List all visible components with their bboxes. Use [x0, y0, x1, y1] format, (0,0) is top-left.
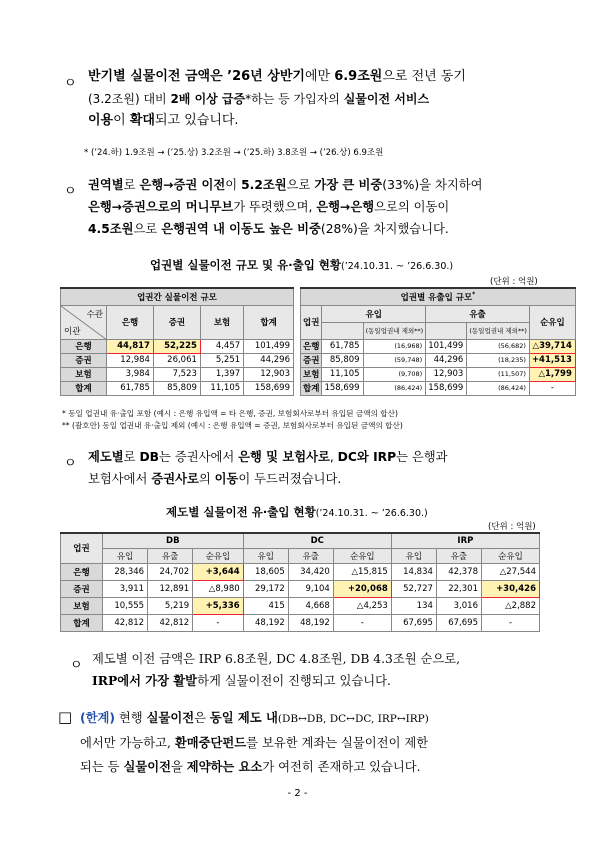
cell: 1,397 — [200, 367, 243, 381]
cell: 52,727 — [391, 580, 436, 597]
table-row — [61, 597, 540, 614]
p5-text: 동일 제도 내 — [209, 710, 278, 725]
p2-text: 가 뚜렷했으며, — [233, 200, 317, 214]
table1-title — [150, 257, 453, 273]
cell: +3,644 — [193, 563, 243, 580]
p3-text: 은행 및 보험사로 — [238, 450, 330, 464]
cell: 67,695 — [436, 614, 481, 631]
p2-text: 은행→증권으로의 머니무브 — [88, 200, 234, 214]
cell: 61,785 — [322, 339, 363, 353]
table-row-total — [301, 381, 576, 395]
p5-text: 되는 등 — [80, 760, 124, 774]
p3-text: 는 증권사에서 — [159, 450, 239, 464]
cell: △1,799 — [529, 367, 575, 381]
row-header: 합계 — [61, 381, 107, 395]
cell: 28,346 — [103, 563, 148, 580]
p1-text: 이용 — [88, 113, 114, 128]
cell: - — [193, 614, 243, 631]
table-row-total — [61, 614, 540, 631]
col-sub-exclude: (동일업권내 제외**) — [363, 322, 426, 339]
paragraph-2 — [88, 174, 548, 240]
cell: (16,968) — [363, 339, 426, 353]
p1-text: 으로 전년 동기 — [382, 69, 466, 84]
p1-text: 2배 이상 급증 — [170, 92, 246, 106]
cell: 11,105 — [322, 367, 363, 381]
sub-header: 유입 — [391, 548, 436, 563]
p2-text: 으로 — [286, 178, 315, 192]
paragraph-3 — [88, 446, 548, 490]
cell: △15,815 — [333, 563, 391, 580]
cell: 10,555 — [103, 597, 148, 614]
p5-text: 가 여전히 존재하고 있습니다. — [262, 760, 421, 774]
cell: +20,068 — [333, 580, 391, 597]
table-row — [301, 367, 576, 381]
table-row — [301, 353, 576, 367]
sub-header: 유입 — [103, 548, 148, 563]
sub-header: 유출 — [288, 548, 333, 563]
cell: 101,499 — [426, 339, 467, 353]
table-row-total — [61, 381, 294, 395]
cell: 3,984 — [107, 367, 154, 381]
col-header: 은행 — [107, 305, 154, 339]
p5-text: (한계) — [80, 711, 115, 725]
cell: 5,251 — [200, 353, 243, 367]
p3-text: DC와 IRP — [337, 450, 397, 464]
p3-text: , — [329, 450, 338, 464]
cell: 22,301 — [436, 580, 481, 597]
p2-text: 로 — [123, 178, 140, 192]
p2-text: 으로의 이동이 — [374, 200, 450, 214]
cell: 29,172 — [243, 580, 288, 597]
table-row — [61, 580, 540, 597]
cell: 3,016 — [436, 597, 481, 614]
cell: 4,457 — [200, 339, 243, 353]
cell: (59,748) — [363, 353, 426, 367]
row-header: 은행 — [61, 563, 103, 580]
p4-text: IRP에서 가장 활발 — [92, 673, 198, 688]
row-header: 합계 — [301, 381, 322, 395]
cell: 158,699 — [322, 381, 363, 395]
cell: 85,809 — [322, 353, 363, 367]
cell: 11,105 — [200, 381, 243, 395]
cell: 158,699 — [426, 381, 467, 395]
p3-text: 이 두드러졌습니다. — [238, 472, 342, 486]
table-row — [301, 339, 576, 353]
table1-period: (’24.10.31. ~ ’26.6.30.) — [341, 261, 454, 272]
row-header: 은행 — [61, 339, 107, 353]
table1-left — [60, 287, 294, 396]
col-header: 보험 — [200, 305, 243, 339]
cell: +30,426 — [481, 580, 539, 597]
cell: 5,219 — [148, 597, 193, 614]
col-sub-exclude: (동일업권내 제외**) — [467, 322, 530, 339]
p3-text: 증권사로 — [151, 472, 199, 486]
page-number: - 2 - — [287, 788, 308, 799]
cell: △4,253 — [333, 597, 391, 614]
sub-header: 유출 — [148, 548, 193, 563]
header-footnote-mark: * — [472, 290, 476, 298]
p1-text: 확대 — [129, 113, 155, 128]
row-header: 합계 — [61, 614, 103, 631]
cell: 48,192 — [288, 614, 333, 631]
sub-header: 순유입 — [333, 548, 391, 563]
p5-text: 을 — [170, 760, 187, 774]
col-header-in: 유입 — [322, 305, 426, 322]
cell: - — [529, 381, 575, 395]
corner-top: 수관 — [86, 309, 103, 320]
group-header-dc: DC — [243, 533, 391, 548]
row-header: 은행 — [301, 339, 322, 353]
p5-text: (DB↔DB, DC↔DC, IRP↔IRP) — [277, 713, 429, 725]
table-row — [61, 353, 294, 367]
cell: 415 — [243, 597, 288, 614]
table2-title-text: 제도별 실물이전 유·출입 현황 — [166, 505, 316, 519]
p3-text: DB — [139, 450, 160, 464]
paragraph-1 — [88, 66, 548, 132]
row-header: 보험 — [61, 367, 107, 381]
table2-title — [166, 504, 428, 520]
col-header-net: 순유입 — [529, 305, 575, 339]
cell: 12,984 — [107, 353, 154, 367]
cell: 12,903 — [244, 367, 294, 381]
corner-cell — [61, 305, 107, 339]
p3-text: 제도별 — [88, 450, 124, 464]
p1-text: *하는 등 가입자의 — [245, 92, 344, 106]
p2-text: 권역별 — [88, 178, 124, 192]
p3-text: 보험사에서 — [88, 472, 152, 486]
p2-text: 은행→증권 이전 — [139, 178, 226, 192]
col-header-sector: 업권 — [61, 533, 103, 563]
cell: 101,499 — [244, 339, 294, 353]
p1-text: 이 — [113, 113, 130, 128]
cell: - — [481, 614, 539, 631]
group-header-irp: IRP — [391, 533, 539, 548]
p5-text: 실물이전 — [146, 710, 195, 725]
cell: △8,980 — [193, 580, 243, 597]
sub-header: 유입 — [243, 548, 288, 563]
bullet-4: ㅇ — [70, 658, 83, 673]
cell: △27,544 — [481, 563, 539, 580]
cell: 18,605 — [243, 563, 288, 580]
cell: +5,336 — [193, 597, 243, 614]
table1-right — [300, 287, 576, 396]
p4-text: 하게 실물이전이 진행되고 있습니다. — [197, 674, 391, 688]
col-sub-blank — [322, 322, 363, 339]
table2-unit: (단위 : 억원) — [488, 522, 536, 532]
cell: 14,834 — [391, 563, 436, 580]
table2 — [60, 532, 540, 632]
p5-text: 실물이전 — [123, 759, 171, 774]
cell: - — [333, 614, 391, 631]
p5-text: 은 — [194, 711, 210, 725]
cell: (9,708) — [363, 367, 426, 381]
cell: (11,507) — [467, 367, 530, 381]
table1-left-header: 업권간 실물이전 규모 — [61, 288, 294, 305]
p2-text: 4.5조원 — [88, 222, 134, 236]
p2-text: 5.2조원 — [241, 178, 287, 192]
cell: 42,812 — [148, 614, 193, 631]
cell: 61,785 — [107, 381, 154, 395]
row-header: 증권 — [61, 580, 103, 597]
p5-text: 를 보유한 계좌는 실물이전이 제한 — [246, 736, 429, 750]
p5-text: 제약하는 요소 — [186, 759, 263, 774]
cell: 4,668 — [288, 597, 333, 614]
cell: 24,702 — [148, 563, 193, 580]
table2-period: (’24.10.31. ~ ’26.6.30.) — [315, 508, 428, 519]
col-header: 증권 — [153, 305, 200, 339]
p2-text: (33%)을 차지하여 — [382, 178, 483, 192]
p5-text: 현행 — [115, 711, 147, 725]
cell: 85,809 — [153, 381, 200, 395]
p3-text: 의 — [198, 472, 215, 486]
table1-footnote-1: * 동일 업권내 유·출입 포함 (예시 : 은행 유입액 = 타 은행, 증권, 보험회사로부터 유입된 금액의 합산) — [62, 409, 398, 418]
cell: 42,378 — [436, 563, 481, 580]
table1-title-text: 업권별 실물이전 규모 및 유·출입 현황 — [150, 258, 342, 272]
cell: 34,420 — [288, 563, 333, 580]
table1-footnote-2: ** (괄호안) 동일 업권내 유·출입 제외 (예시 : 은행 유입액 = 증권, 보험회사로부터 유입된 금액의 합산) — [62, 421, 403, 430]
cell: 44,296 — [426, 353, 467, 367]
cell: (56,682) — [467, 339, 530, 353]
col-header-sector: 업권 — [301, 305, 322, 339]
cell: 48,192 — [243, 614, 288, 631]
paragraph-4 — [92, 648, 548, 692]
p5-text: 환매중단펀드 — [174, 735, 247, 750]
cell: (18,235) — [467, 353, 530, 367]
p2-text: 은행→은행 — [316, 200, 375, 214]
sub-header: 순유입 — [481, 548, 539, 563]
cell: △2,882 — [481, 597, 539, 614]
table-row — [61, 563, 540, 580]
table1-unit: (단위 : 억원) — [490, 277, 538, 287]
cell: +41,513 — [529, 353, 575, 367]
cell: 44,817 — [107, 339, 154, 353]
cell: 26,061 — [153, 353, 200, 367]
footnote-halfyear: * (’24.하) 1.9조원 → (’25.상) 3.2조원 → (’25.하) 3.8조원 → (’26.상) 6.9조원 — [84, 148, 384, 158]
cell: 3,911 — [103, 580, 148, 597]
paragraph-5 — [80, 706, 550, 779]
cell: 12,903 — [426, 367, 467, 381]
cell: 42,812 — [103, 614, 148, 631]
sub-header: 순유입 — [193, 548, 243, 563]
p1-text: 반기별 실물이전 금액은 ’26년 상반기 — [88, 69, 305, 84]
cell: 44,296 — [244, 353, 294, 367]
cell: 12,891 — [148, 580, 193, 597]
p1-text: 실물이전 서비스 — [343, 92, 430, 106]
col-header-out: 유출 — [426, 305, 530, 322]
row-header: 보험 — [61, 597, 103, 614]
p2-text: 이 — [225, 178, 242, 192]
bullet-2: ㅇ — [64, 184, 77, 199]
p1-text: (3.2조원) 대비 — [88, 92, 171, 106]
cell: (86,424) — [467, 381, 530, 395]
cell: 7,523 — [153, 367, 200, 381]
table1-right-header — [301, 288, 576, 305]
group-header-db: DB — [103, 533, 244, 548]
col-header: 합계 — [244, 305, 294, 339]
p4-text: 제도별 이전 금액은 IRP 6.8조원, DC 4.8조원, DB 4.3조원 순으로, — [92, 652, 461, 666]
p2-text: 은행권역 내 이동도 높은 비중 — [161, 222, 321, 236]
cell: 9,104 — [288, 580, 333, 597]
row-header: 증권 — [301, 353, 322, 367]
cell: 67,695 — [391, 614, 436, 631]
sub-header: 유출 — [436, 548, 481, 563]
table-row — [61, 367, 294, 381]
row-header: 보험 — [301, 367, 322, 381]
p2-text: 가장 큰 비중 — [314, 178, 383, 192]
table1-right-header-text: 업권별 유출입 규모 — [400, 292, 473, 303]
p5-text: 에서만 가능하고, — [80, 736, 175, 750]
row-header: 증권 — [61, 353, 107, 367]
p1-text: 에만 — [304, 69, 335, 84]
p1-text: 되고 있습니다. — [154, 113, 239, 128]
cell: 134 — [391, 597, 436, 614]
p3-text: 로 — [123, 450, 140, 464]
box-bullet: □ — [58, 708, 73, 726]
corner-bottom: 이관 — [64, 326, 81, 337]
bullet-1: ㅇ — [64, 76, 77, 91]
p2-text: 으로 — [133, 222, 162, 236]
table-row — [61, 339, 294, 353]
cell: 52,225 — [153, 339, 200, 353]
cell: 158,699 — [244, 381, 294, 395]
col-sub-blank — [426, 322, 467, 339]
bullet-3: ㅇ — [64, 456, 77, 471]
p2-text: (28%)을 차지했습니다. — [320, 222, 449, 236]
p1-text: 6.9조원 — [334, 69, 383, 84]
cell: △39,714 — [529, 339, 575, 353]
p3-text: 는 은행과 — [396, 450, 448, 464]
p3-text: 이동 — [214, 472, 239, 486]
cell: (86,424) — [363, 381, 426, 395]
